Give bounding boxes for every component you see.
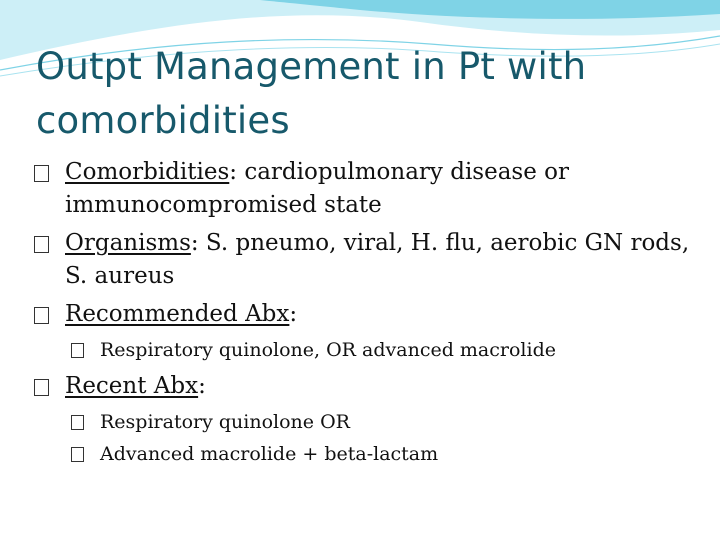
- sub-bullet-advanced-macrolide: [34, 440, 694, 468]
- bullet-separator: :: [229, 159, 238, 185]
- bullet-separator: :: [198, 373, 206, 399]
- bullet-box-icon: [34, 236, 49, 253]
- slide-title-line-2: comorbidities: [36, 99, 290, 142]
- bullet-separator: :: [289, 301, 298, 327]
- bullet-recent-abx: [34, 370, 694, 403]
- sub-bullet-text: Respiratory quinolone OR: [100, 411, 350, 433]
- sub-bullet-box-icon: [71, 343, 84, 358]
- bullet-comorbidities: [34, 156, 694, 222]
- slide-title: [36, 40, 676, 148]
- sub-bullet-respiratory-quinolone-macrolide: [34, 336, 694, 364]
- sub-bullet-box-icon: [71, 447, 84, 462]
- slide-title-line-1: Outpt Management in Pt with: [36, 45, 587, 88]
- bullet-recommended-abx: [34, 298, 694, 331]
- bullet-separator: :: [190, 230, 199, 256]
- bullet-box-icon: [34, 165, 49, 182]
- bullet-term: Recommended Abx: [65, 301, 290, 327]
- sub-bullet-respiratory-quinolone: [34, 408, 694, 436]
- sub-bullet-text: Advanced macrolide + beta-lactam: [100, 443, 439, 465]
- bullet-box-icon: [34, 307, 49, 324]
- sub-bullet-box-icon: [71, 415, 84, 430]
- bullet-term: Comorbidities: [65, 159, 230, 185]
- bullet-term: Recent Abx: [65, 373, 199, 399]
- slide-body: [34, 156, 694, 472]
- bullet-box-icon: [34, 379, 49, 396]
- sub-bullet-text: Respiratory quinolone, OR advanced macrolide: [100, 339, 556, 361]
- bullet-term: Organisms: [65, 230, 191, 256]
- bullet-organisms: [34, 227, 694, 293]
- bullet-text: cardiopulmonary disease or immunocompromised state: [65, 159, 570, 218]
- bullet-text: S. pneumo, viral, H. flu, aerobic GN rods, S. aureus: [65, 230, 690, 289]
